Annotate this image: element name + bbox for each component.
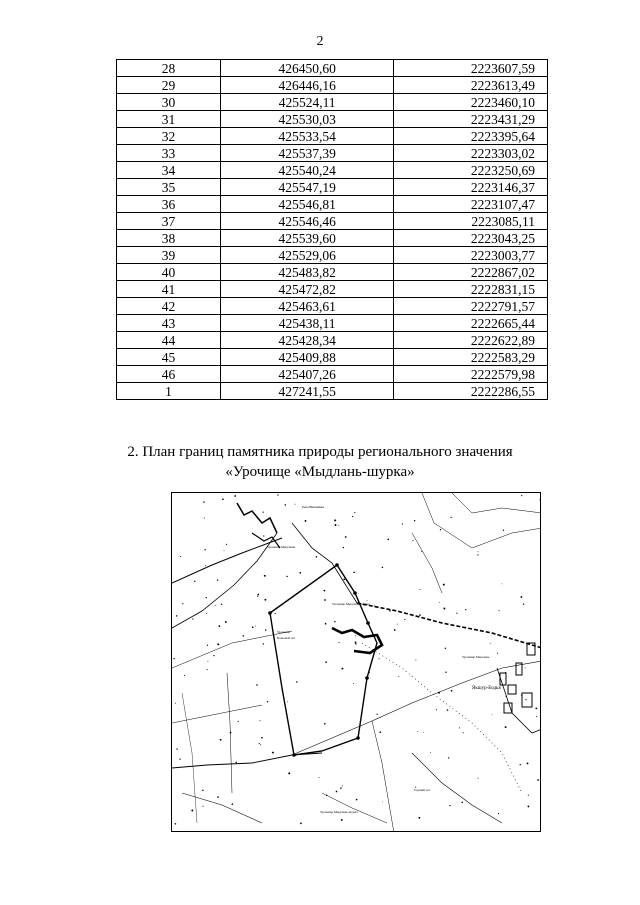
point-number-cell: 40 [117, 264, 221, 281]
vegetation-dot [191, 810, 193, 812]
vegetation-dot [461, 802, 462, 803]
vegetation-dot [338, 525, 339, 526]
x-coordinate-cell: 425547,19 [220, 179, 393, 196]
vegetation-dot [234, 495, 236, 497]
vegetation-dot [226, 544, 227, 545]
point-number-cell: 43 [117, 315, 221, 332]
point-number-cell: 44 [117, 332, 221, 349]
point-number-cell: 35 [117, 179, 221, 196]
vegetation-dot [398, 676, 399, 677]
y-coordinate-cell: 2223431,29 [394, 111, 548, 128]
vegetation-dot [256, 684, 258, 686]
table-row [117, 281, 548, 298]
vegetation-dot [525, 667, 526, 668]
vegetation-dot [300, 823, 302, 825]
vegetation-dot [288, 772, 290, 774]
vegetation-dot [238, 721, 239, 722]
x-coordinate-cell: 425537,39 [220, 145, 393, 162]
forest-edge [332, 628, 382, 653]
vegetation-dot [207, 661, 208, 662]
point-number-cell: 42 [117, 298, 221, 315]
vegetation-dot [343, 547, 344, 548]
vegetation-dot [204, 517, 205, 518]
point-number-cell: 39 [117, 247, 221, 264]
vegetation-dot [490, 643, 491, 644]
vegetation-dot [505, 726, 507, 728]
vegetation-dot [324, 590, 326, 592]
vegetation-dot [206, 597, 207, 598]
x-coordinate-cell: 425539,60 [220, 230, 393, 247]
vegetation-dot [194, 581, 195, 582]
point-number-cell: 33 [117, 145, 221, 162]
vegetation-dot [448, 757, 449, 758]
point-number-cell: 41 [117, 281, 221, 298]
field-line [452, 493, 541, 513]
vegetation-dot [421, 551, 422, 552]
field-line [372, 721, 394, 832]
table-row [117, 264, 548, 281]
y-coordinate-cell: 2223107,47 [394, 196, 548, 213]
vegetation-dot [417, 731, 418, 732]
vegetation-dot [205, 565, 206, 566]
y-coordinate-cell: 2223250,69 [394, 162, 548, 179]
vegetation-dot [299, 572, 301, 574]
vegetation-dot [503, 530, 504, 531]
point-number-cell: 38 [117, 230, 221, 247]
vegetation-dot [379, 731, 381, 733]
vegetation-dot [230, 732, 232, 734]
vegetation-dot [536, 716, 537, 717]
vegetation-dot [173, 658, 174, 659]
vegetation-dot [534, 644, 535, 645]
map-label: Урочище [277, 630, 291, 634]
vegetation-dot [267, 701, 268, 702]
table-row [117, 196, 548, 213]
vegetation-dot [456, 613, 457, 614]
vegetation-dot [334, 519, 336, 521]
y-coordinate-cell: 2223303,02 [394, 145, 548, 162]
vegetation-dot [180, 556, 181, 557]
page-number: 2 [316, 34, 324, 49]
vegetation-dot [342, 785, 343, 786]
vegetation-dot [296, 681, 297, 682]
x-coordinate-cell: 425472,82 [220, 281, 393, 298]
vegetation-dot [525, 699, 526, 700]
field-line [412, 533, 442, 593]
field-line [182, 693, 197, 823]
vegetation-dot [336, 791, 338, 793]
vegetation-dot [175, 703, 176, 704]
vegetation-dot [265, 629, 266, 630]
vegetation-dot [521, 695, 522, 696]
point-number-cell: 1 [117, 383, 221, 400]
vegetation-dot [324, 599, 326, 601]
vegetation-dot [368, 671, 370, 673]
vegetation-dot [235, 762, 236, 763]
y-coordinate-cell: 2223146,37 [394, 179, 548, 196]
vegetation-dot [232, 803, 234, 805]
vegetation-dot [175, 823, 177, 825]
vegetation-dot [340, 787, 342, 789]
map-label: Якшур-Бодья [472, 686, 501, 691]
vegetation-dot [325, 661, 327, 663]
vegetation-dot [326, 795, 327, 796]
vegetation-dot [419, 614, 421, 616]
map-label: Большой лог [277, 636, 296, 640]
vegetation-dot [184, 675, 185, 676]
x-coordinate-cell: 425483,82 [220, 264, 393, 281]
table-row [117, 349, 548, 366]
table-row [117, 162, 548, 179]
y-coordinate-cell: 2223607,59 [394, 60, 548, 77]
x-coordinate-cell: 425428,34 [220, 332, 393, 349]
vegetation-dot [415, 660, 416, 661]
vegetation-dot [305, 520, 307, 522]
y-coordinate-cell: 2222791,57 [394, 298, 548, 315]
road-line [172, 533, 277, 628]
vegetation-dot [443, 584, 445, 586]
vegetation-dot [418, 817, 420, 819]
vegetation-dot [492, 715, 493, 716]
field-line [322, 793, 387, 823]
vegetation-dot [459, 727, 460, 728]
vegetation-dot [443, 608, 445, 610]
vegetation-dot [261, 737, 263, 739]
y-coordinate-cell: 2223043,25 [394, 230, 548, 247]
vegetation-dot [379, 658, 380, 659]
vegetation-dot [222, 498, 224, 500]
vegetation-dot [354, 512, 355, 513]
table-row [117, 128, 548, 145]
vegetation-dot [478, 551, 479, 552]
x-coordinate-cell: 425438,11 [220, 315, 393, 332]
vegetation-dot [206, 613, 207, 614]
x-coordinate-cell: 425407,26 [220, 366, 393, 383]
x-coordinate-cell: 426450,60 [220, 60, 393, 77]
x-coordinate-cell: 425409,88 [220, 349, 393, 366]
vegetation-dot [465, 609, 466, 610]
vegetation-dot [499, 610, 500, 611]
vegetation-dot [505, 672, 506, 673]
vegetation-dot [430, 752, 431, 753]
vegetation-dot [382, 802, 383, 803]
y-coordinate-cell: 2223460,10 [394, 94, 548, 111]
vegetation-dot [287, 701, 288, 702]
vegetation-dots [173, 494, 539, 824]
vegetation-dot [414, 520, 415, 521]
vegetation-dot [325, 623, 327, 625]
vegetation-dot [207, 645, 208, 646]
vegetation-dot [277, 494, 278, 495]
vegetation-dot [539, 499, 540, 500]
table-row [117, 60, 548, 77]
table-row [117, 315, 548, 332]
vegetation-dot [217, 580, 218, 581]
vegetation-dot [217, 796, 219, 798]
vegetation-dot [520, 764, 521, 765]
map-label: Урочище Мыдланы [267, 545, 296, 549]
map-label: Урочище Мыдлань [462, 655, 490, 659]
table-row [117, 145, 548, 162]
y-coordinate-cell: 2222286,55 [394, 383, 548, 400]
point-number-cell: 29 [117, 77, 221, 94]
table-row [117, 213, 548, 230]
vegetation-dot [445, 671, 446, 672]
vegetation-dot [353, 683, 354, 684]
vegetation-dot [355, 642, 357, 644]
vegetation-dot [387, 538, 389, 540]
table-row [117, 179, 548, 196]
vegetation-dot [341, 819, 343, 821]
x-coordinate-cell: 425463,61 [220, 298, 393, 315]
vegetation-dot [402, 523, 403, 524]
point-number-cell: 28 [117, 60, 221, 77]
building [522, 693, 532, 707]
vegetation-dot [419, 589, 420, 590]
road-line [497, 668, 541, 733]
y-coordinate-cell: 2222622,89 [394, 332, 548, 349]
vegetation-dot [259, 743, 260, 744]
protected-area-boundary [270, 565, 377, 755]
y-coordinate-cell: 2222583,29 [394, 349, 548, 366]
vegetation-dot [447, 709, 448, 710]
river-line [357, 603, 541, 648]
building [504, 703, 512, 713]
x-coordinate-cell: 425533,54 [220, 128, 393, 145]
vegetation-dot [192, 618, 193, 619]
vegetation-dot [498, 813, 499, 814]
vegetation-dot [450, 517, 451, 518]
vegetation-dot [264, 599, 266, 601]
vegetation-dot [423, 732, 424, 733]
map-label: Урочище Мыдлань-шурка [320, 810, 358, 814]
vegetation-dot [324, 723, 326, 725]
vegetation-dot [352, 516, 353, 517]
vegetation-dot [257, 594, 259, 596]
y-coordinate-cell: 2222867,02 [394, 264, 548, 281]
vegetation-dot [382, 567, 384, 569]
y-coordinate-cell: 2222831,15 [394, 281, 548, 298]
x-coordinate-cell: 425546,81 [220, 196, 393, 213]
vegetation-dot [242, 635, 243, 636]
vegetation-dot [203, 806, 204, 807]
vegetation-dot [343, 579, 345, 581]
vegetation-dot [285, 504, 287, 506]
y-coordinate-cell: 2223613,49 [394, 77, 548, 94]
vegetation-dot [221, 604, 222, 605]
point-number-cell: 34 [117, 162, 221, 179]
vegetation-dot [218, 625, 220, 627]
vegetation-dot [202, 790, 204, 792]
vegetation-dot [449, 805, 450, 806]
vegetation-dot [353, 572, 355, 574]
vegetation-dot [263, 535, 264, 536]
vegetation-dot [316, 556, 318, 558]
y-coordinate-cell: 2222579,98 [394, 366, 548, 383]
field-line [227, 673, 232, 793]
x-coordinate-cell: 425540,24 [220, 162, 393, 179]
vegetation-dot [272, 752, 274, 754]
vegetation-dot [334, 621, 335, 622]
field-line [182, 793, 262, 823]
vegetation-dot [252, 626, 254, 628]
settlement-outline [237, 503, 277, 533]
vegetation-dot [341, 668, 343, 670]
vegetation-dot [295, 504, 296, 505]
map-label: Горный лог [414, 788, 431, 792]
vegetation-dot [263, 511, 264, 512]
boundary-vertices [268, 563, 370, 757]
vegetation-dot [445, 648, 446, 649]
vegetation-dot [502, 583, 503, 584]
vegetation-dot [478, 778, 479, 779]
vegetation-dot [345, 536, 347, 538]
vegetation-dot [224, 550, 225, 551]
vegetation-dot [451, 690, 453, 692]
x-coordinate-cell: 425546,46 [220, 213, 393, 230]
vegetation-dot [463, 732, 464, 733]
point-number-cell: 36 [117, 196, 221, 213]
vegetation-dot [528, 795, 529, 796]
vegetation-dot [389, 610, 391, 612]
table-row [117, 77, 548, 94]
table-row [117, 332, 548, 349]
road-line [172, 753, 322, 768]
vegetation-dot [521, 495, 522, 496]
vegetation-dot [523, 604, 524, 605]
table-row [117, 366, 548, 383]
point-number-cell: 46 [117, 366, 221, 383]
vegetation-dot [477, 554, 478, 555]
vegetation-dot [263, 643, 264, 644]
coordinate-table [116, 59, 548, 400]
section-heading-line1: 2. План границ памятника природы регионального значения [127, 444, 513, 460]
vegetation-dot [440, 529, 441, 530]
point-number-cell: 32 [117, 128, 221, 145]
vegetation-dot [207, 669, 208, 670]
y-coordinate-cell: 2223395,64 [394, 128, 548, 145]
vegetation-dot [257, 596, 258, 597]
x-coordinate-cell: 425529,06 [220, 247, 393, 264]
point-number-cell: 37 [117, 213, 221, 230]
vegetation-dot [527, 762, 529, 764]
vegetation-dot [497, 653, 498, 654]
vegetation-dot [376, 714, 377, 715]
vegetation-dot [397, 624, 398, 625]
vegetation-dot [215, 605, 216, 606]
vegetation-dot [527, 805, 529, 807]
table-row [117, 383, 548, 400]
point-number-cell: 31 [117, 111, 221, 128]
map-label: Река Вишнёвка [302, 505, 325, 509]
y-coordinate-cell: 2222665,44 [394, 315, 548, 332]
x-coordinate-cell: 427241,55 [220, 383, 393, 400]
vegetation-dot [394, 629, 396, 631]
vegetation-dot [338, 642, 339, 643]
vegetation-dot [374, 606, 375, 607]
map-label: Урочище Мыдлань-шурка [332, 602, 370, 606]
field-line [422, 493, 541, 548]
vegetation-dot [220, 739, 222, 741]
vegetation-dot [264, 575, 266, 577]
vegetation-dot [355, 635, 356, 636]
vegetation-dot [182, 603, 183, 604]
vegetation-dot [260, 744, 261, 745]
vegetation-dot [275, 613, 276, 614]
vegetation-dot [260, 720, 261, 721]
vegetation-dot [176, 748, 177, 749]
table-row [117, 230, 548, 247]
vegetation-dot [319, 777, 320, 778]
point-number-cell: 30 [117, 94, 221, 111]
vegetation-dot [439, 602, 440, 603]
point-number-cell: 45 [117, 349, 221, 366]
vegetation-dot [535, 708, 537, 710]
y-coordinate-cell: 2223003,77 [394, 247, 548, 264]
y-coordinate-cell: 2223085,11 [394, 213, 548, 230]
table-row [117, 298, 548, 315]
vegetation-dot [335, 524, 337, 526]
vegetation-dot [404, 619, 405, 620]
vegetation-dot [204, 549, 205, 550]
vegetation-dot [355, 643, 356, 644]
vegetation-dot [438, 692, 440, 694]
x-coordinate-cell: 425530,03 [220, 111, 393, 128]
vegetation-dot [506, 696, 507, 697]
vegetation-dot [286, 576, 287, 577]
vegetation-dot [176, 615, 178, 617]
vegetation-dot [225, 621, 227, 623]
vegetation-dot [255, 626, 256, 627]
vegetation-dot [537, 779, 539, 781]
boundary-map-drawing [172, 493, 541, 832]
stream-line [362, 643, 522, 793]
vegetation-dot [213, 655, 214, 656]
building [508, 685, 516, 694]
x-coordinate-cell: 426446,16 [220, 77, 393, 94]
vegetation-dot [520, 596, 522, 598]
vegetation-dot [217, 643, 219, 645]
table-row [117, 94, 548, 111]
vegetation-dot [412, 540, 413, 541]
vegetation-dot [203, 501, 204, 502]
boundary-map [171, 492, 541, 832]
section-heading-line2: «Урочище «Мыдлань-шурка» [225, 464, 415, 480]
vegetation-dot [356, 799, 358, 801]
table-row [117, 111, 548, 128]
table-row [117, 247, 548, 264]
vegetation-dot [179, 759, 180, 760]
vegetation-dot [436, 709, 437, 710]
x-coordinate-cell: 425524,11 [220, 94, 393, 111]
